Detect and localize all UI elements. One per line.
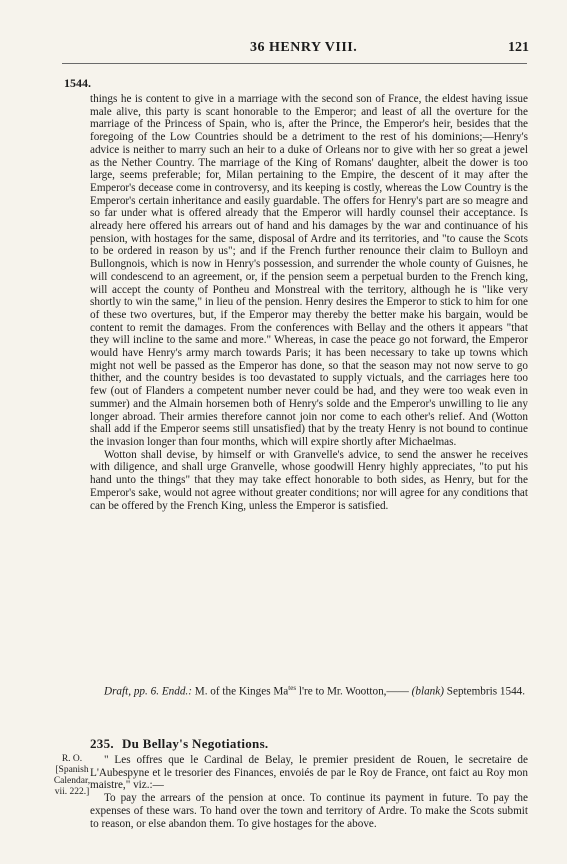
body-paragraph: things he is content to give in a marriage with the second son of France, the eldest having issue male alive, this party is scant honorable to the Emperor; and least of all the overture for the marriage of the Princess of Spain, who is, after the Prince, the Emperor's heir, besides that the foregoing of the Low Countries should be a detriment to the rest of his dominions;—Henry's advice is neither to marry such an heir to a duke of Orleans nor to give with her so great a jewel as the Nether Country. The marriage of the King of Romans' daughter, albeit the dower is too large, seems preferable; for, Milan pertaining to the Empire, the descent of it may after the Emperor's decease come in controversy, and its keeping is costly, whereas the Low Country is the Emperor's certain inheritance and easily guardable. The offers for Henry's part are so meagre and so far under what is offered already that the Emperor will hardly counsel their acceptance. Is already here offered his arrears out of hand and his damages by the war and continuance of his pension, with hostages for the same, disposal of Ardre and its territories, and "to cause the Scots to be ordered in reason by us"; and if the French further renounce their claim to Bulloyn and Bullongnois, which is now in Henry's possession, and surrender the whole county of Guisnes, he will condescend to an agreement, or, if the pension seem a perpetual burden to the French king, will accept the county of Pontheu and Monstreal with the territory, although he is "like very shortly to win the same," in lieu of the pension. Henry desires the Emperor to stick to him for one of these two overtures, but, if the Emperor may thereby the better make his bargain, would be content to remit the damages. From the conferences with Bellay and the others it appears "that they will incline to the same and more." Whereas, in case the peace go not forward, the Emperor would have Henry's army march towards Paris; it has been necessary to take up towns which might not well be passed as the Emperor has done, so that the season may not now serve to go thither, and the country besides is too devastated to supply victuals, and the carriages here too few (out of Flanders a competent number never could be had, and they were too weak even in summer) and the Almain horsemen both of Henry's solde and the Emperor's unwilling to lie any longer abroad. Their armies therefore cannot join nor come to each other's relief. And (Wotton shall add if the Emperor seems still unsatisfied) that by the treaty Henry is not bound to continue the invasion longer than four months, which will expire shortly after Michaelmas. <box>90 93 528 448</box>
year-marginal: 1544. <box>64 76 91 90</box>
entry-paragraph: To pay the arrears of the pension at once. To continue its payment in future. To pay the expenses of these wars. To hand over the town and territory of Ardre. To make the Scots submit to reason, or else abandon them. To give hostages for the above. <box>90 792 528 830</box>
running-title: 36 HENRY VIII. <box>250 40 358 55</box>
draft-note <box>90 682 528 698</box>
endd-superscript: tes <box>288 684 297 692</box>
entry-number: 235. <box>90 736 114 751</box>
body-text <box>90 93 528 512</box>
margin-reference <box>52 754 92 798</box>
blank-note: (blank) <box>411 685 444 698</box>
margin-ref-line: Calendar, <box>53 776 91 786</box>
endd-text-cont: l're to Mr. Wootton,—— <box>296 685 409 698</box>
entry-title: Du Bellay's Negotiations. <box>121 736 269 751</box>
endd-text: M. of the Kinges Ma <box>194 685 289 698</box>
library-watermark <box>541 160 565 680</box>
draft-label: Draft, pp. 6. <box>104 685 160 698</box>
margin-ref-line: R. O. <box>61 754 83 764</box>
body-paragraph: Wotton shall devise, by himself or with Granvelle's advice, to send the answer he receives with diligence, and shall urge Granvelle, whose goodwill Henry highly appreciates, "to put his hand unto the things" that they may take effect honorable to both sides, as Henry, but for the Emperor's sake, would not agree without greater conditions; nor will agree for any conditions that can be offered by the French King, unless the Emperor is satisfied. <box>90 448 528 512</box>
margin-ref-line: vii. 222.] <box>54 787 90 797</box>
page-number: 121 <box>508 40 529 55</box>
entry-heading <box>90 736 269 752</box>
entry-text <box>90 754 528 830</box>
running-head <box>0 40 567 60</box>
margin-ref-line: [Spanish <box>55 765 89 775</box>
endd-label: Endd.: <box>161 685 192 698</box>
entry-paragraph: " Les offres que le Cardinal de Belay, le premier president de Rouen, le secretaire de L'Aubespyne et le tresorier des Finances, envoiés de par le Roy de France, ont faict au Roy mon maistre," viz.:— <box>90 754 528 792</box>
header-rule <box>62 63 527 64</box>
draft-date: Septembris 1544. <box>443 685 526 698</box>
